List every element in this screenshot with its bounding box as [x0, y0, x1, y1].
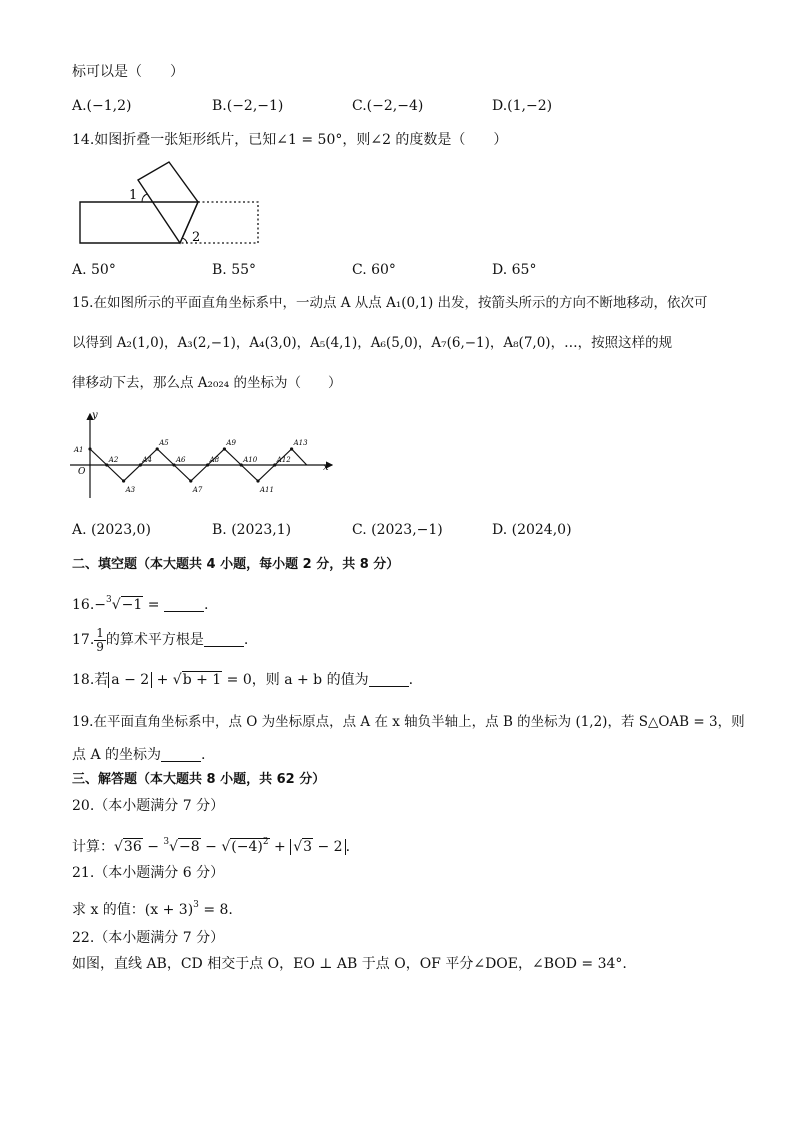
q20-end: .: [345, 839, 351, 855]
q16-root-index: 3: [106, 595, 112, 605]
angle-2-label: 2: [192, 230, 201, 245]
q20-root-index: 3: [163, 837, 170, 847]
q18: 18.若 a − 2 + √b + 1 = 0，则 a + b 的值为 .: [72, 672, 414, 688]
point-a13: [290, 447, 293, 450]
q15-coordinate-zigzag-figure: [70, 408, 338, 500]
section-2-heading: 二、填空题（本大题共 4 小题，每小题 2 分，共 8 分）: [72, 557, 400, 572]
q14-folded-rectangle-figure: [70, 158, 280, 250]
q13-stem-tail: 标可以是（ ）: [72, 64, 184, 80]
q16-equals: =: [143, 597, 160, 613]
q20-plus: +: [269, 839, 291, 855]
q15-stem-line1: 15.在如图所示的平面直角坐标系中，一动点 A 从点 A₁(0,1) 出发，按箭头所示的方向不断地移动，依次可: [72, 295, 708, 311]
point-label-a13: A13: [293, 439, 308, 447]
point-a3: [122, 479, 125, 482]
origin-label: O: [78, 467, 86, 477]
section-3-heading: 三、解答题（本大题共 8 小题，共 62 分）: [72, 772, 326, 787]
q13-option-c[interactable]: C.(−2,−4): [352, 98, 424, 114]
q18-prefix: 18.若: [72, 672, 109, 688]
point-label-a7: A7: [192, 486, 203, 494]
point-label-a6: A6: [176, 456, 186, 464]
point-label-a1: A1: [74, 446, 84, 454]
point-label-a8: A8: [209, 456, 220, 464]
q20-radicand-3-base: (−4): [231, 839, 263, 855]
q18-answer-blank[interactable]: [369, 672, 409, 687]
q17-fraction: [94, 627, 106, 654]
point-a9: [223, 447, 226, 450]
q17: 17. $\frac{1}{9}$ 的算术平方根是 .: [72, 625, 249, 654]
q19-line1: 19.在平面直角坐标系中，点 O 为坐标原点，点 A 在 x 轴负半轴上，点 B 的坐标为 (1,2)，若 S△OAB = 3，则: [72, 714, 745, 730]
q13-option-a[interactable]: A.(−1,2): [72, 98, 132, 114]
q14-option-d[interactable]: D. 65°: [492, 262, 537, 278]
q14-option-a[interactable]: A. 50°: [72, 262, 116, 278]
q15-option-a[interactable]: A. (2023,0): [72, 522, 151, 538]
q15-stem-line3: 律移动下去，那么点 A₂₀₂₄ 的坐标为（ ）: [72, 375, 342, 391]
point-a1: [88, 447, 91, 450]
q20-prefix: 计算：: [72, 839, 114, 855]
q13-option-b[interactable]: B.(−2,−1): [212, 98, 284, 114]
q17-answer-blank[interactable]: [204, 632, 244, 647]
point-label-a5: A5: [159, 439, 169, 447]
q20-exponent: 2: [262, 837, 269, 847]
q17-numerator: 1: [96, 625, 104, 640]
q15-stem-line2: 以得到 A₂(1,0)，A₃(2,−1)，A₄(3,0)，A₅(4,1)，A₆(5,0)，A₇(6,−1)，A₈(7,0)，…，按照这样的规: [72, 335, 673, 351]
q22-body: 如图，直线 AB，CD 相交于点 O，EO ⊥ AB 于点 O，OF 平分∠DOE，∠BOD = 34°.: [72, 956, 627, 972]
q13-option-d[interactable]: D.(1,−2): [492, 98, 553, 114]
q18-plus: +: [152, 672, 173, 688]
q16-prefix: 16.−: [72, 597, 106, 613]
y-axis-label: y: [92, 410, 98, 421]
q14-option-c[interactable]: C. 60°: [352, 262, 396, 278]
q20-minus-2: −: [200, 839, 222, 855]
q20-radicand-2: −8: [179, 839, 200, 855]
q21-post: = 8.: [198, 902, 233, 918]
q15-option-b[interactable]: B. (2023,1): [212, 522, 292, 538]
q14-stem: 14.如图折叠一张矩形纸片，已知∠1 = 50°，则∠2 的度数是（ ）: [72, 132, 508, 148]
q16: 16.−$^3$√−1 = .: [72, 595, 209, 613]
q15-option-d[interactable]: D. (2024,0): [492, 522, 572, 538]
q20-abs-radicand: 3: [303, 839, 313, 855]
q21-exponent: 3: [193, 900, 199, 910]
q20-abs-tail: − 2: [313, 839, 343, 855]
q21-heading: 21.（本小题满分 6 分）: [72, 865, 225, 881]
point-label-a12: A12: [276, 456, 291, 464]
q17-text: 的算术平方根是: [105, 632, 204, 648]
q19-line2: 点 A 的坐标为 .: [72, 747, 206, 763]
q16-answer-blank[interactable]: [164, 597, 204, 612]
q18-radicand: b + 1: [182, 672, 222, 688]
point-label-a2: A2: [108, 456, 119, 464]
point-label-a9: A9: [226, 439, 236, 447]
q20-absolute: √3 − 2: [290, 839, 345, 855]
q20-radicand-3: [230, 838, 269, 855]
q16-radicand: −1: [121, 597, 143, 613]
x-axis-label: x: [323, 462, 329, 473]
q21-prefix: 求 x 的值：(x + 3): [72, 902, 194, 918]
q20-radicand-1: 36: [123, 839, 142, 855]
q19-answer-blank[interactable]: [161, 747, 201, 762]
q20-minus-1: −: [142, 839, 164, 855]
point-a11: [256, 479, 259, 482]
q15-option-c[interactable]: C. (2023,−1): [352, 522, 443, 538]
q17-denominator: 9: [96, 639, 104, 654]
point-label-a11: A11: [260, 486, 274, 494]
angle-1-label: 1: [129, 188, 138, 203]
q20-expression: 计算：$√36 - ^3√-8 - √(-4)^2 + √3 - 2$ .: [72, 837, 351, 855]
q14-option-b[interactable]: B. 55°: [212, 262, 257, 278]
q22-heading: 22.（本小题满分 7 分）: [72, 930, 225, 946]
q21-equation: [72, 895, 233, 920]
point-label-a4: A4: [142, 456, 152, 464]
q18-text: = 0，则 a + b 的值为: [222, 672, 369, 688]
q20-heading: 20.（本小题满分 7 分）: [72, 798, 225, 814]
q18-absolute: a − 2: [108, 672, 152, 688]
point-a7: [189, 479, 192, 482]
point-label-a10: A10: [243, 456, 258, 464]
point-a5: [156, 447, 159, 450]
q19-line2-text: 点 A 的坐标为: [72, 747, 162, 763]
point-label-a3: A3: [125, 486, 136, 494]
q17-prefix: 17.: [72, 632, 95, 648]
